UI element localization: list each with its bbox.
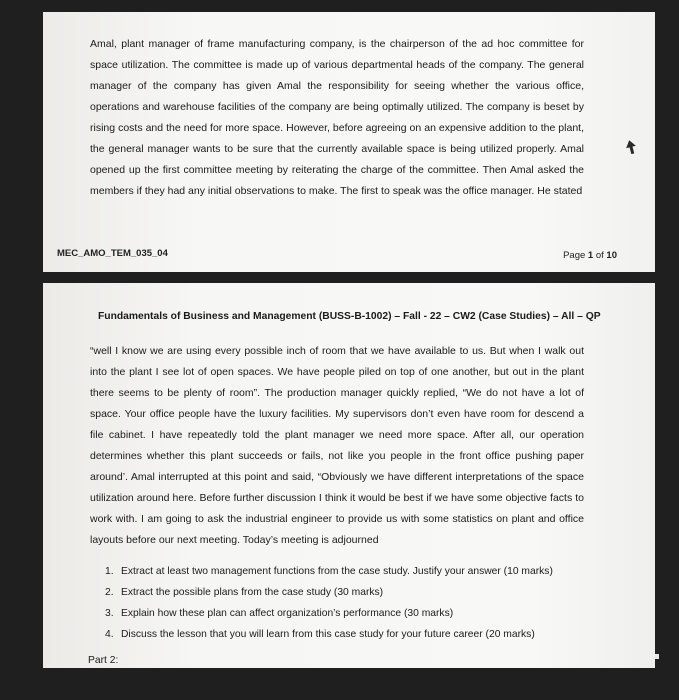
question-text: Extract at least two management functions from the case study. Justify your answer (10 marks) [121,566,553,577]
question-number: 1. [105,566,114,577]
case-study-paragraph-2: “well I know we are using every possible inch of room that we have available to us. But when I walk out into the plant I see lot of open spaces. We have people piled on top of one another, but out in the plant there seems to be plenty of room”. The production manager quickly replied, “We do not have a lot of space. Your office people have the luxury facilities. My supervisors don’t even have room for descend a file cabinet. I have repeatedly told the plant manager we need more space. After all, our operation determines whether this plant succeeds or fails, not like you people in the front office pushing paper around’. Amal interrupted at this point and said, “Obviously we have different interpretations of the space utilization around here. Before further discussion I think it would be best if we have some objective facts to work with. I am going to ask the industrial engineer to provide us with some statistics on plant and office layouts before our next meeting. Today’s meeting is adjourned [90,345,584,546]
question-item [105,624,553,645]
page-total: 10 [606,250,617,261]
page-number: 1 [587,250,594,261]
question-text: Discuss the lesson that you will learn from this case study for your future career (20 marks) [121,629,535,640]
document-code: MEC_AMO_TEM_035_04 [57,248,168,259]
question-number: 2. [105,587,114,598]
part-2-label: Part 2: [88,655,119,666]
mouse-pointer-icon [626,140,636,154]
page-2 [43,283,655,668]
question-text: Extract the possible plans from the case study (30 marks) [121,587,384,598]
question-item [105,561,553,582]
question-text: Explain how these plan can affect organization’s performance (30 marks) [121,608,454,619]
page-1 [43,12,655,272]
screen-artifact [655,654,659,659]
question-number: 4. [105,629,114,640]
question-number: 3. [105,608,114,619]
question-item [105,582,553,603]
case-study-paragraph-1: Amal, plant manager of frame manufacturing company, is the chairperson of the ad hoc committee for space utilization. The committee is made up of various departmental heads of the company. The general manager of the company has given Amal the responsibility for seeing whether the various office, operations and warehouse facilities of the company are being optimally utilized. The company is beset by rising costs and the need for more space. However, before agreeing on an expensive addition to the plant, the general manager wants to be sure that the currently available space is being utilized properly. Amal opened up the first committee meeting by reiterating the charge of the committee. Then Amal asked the members if they had any initial observations to make. The first to speak was the office manager. He stated [90,38,584,197]
page-prefix: Page [563,250,588,261]
page-indicator [563,250,617,261]
course-header: Fundamentals of Business and Management (BUSS-B-1002) – Fall - 22 – CW2 (Case Studies) – All – QP [98,311,601,322]
page-of: of [593,250,607,261]
question-list [105,561,553,645]
question-item [105,603,553,624]
